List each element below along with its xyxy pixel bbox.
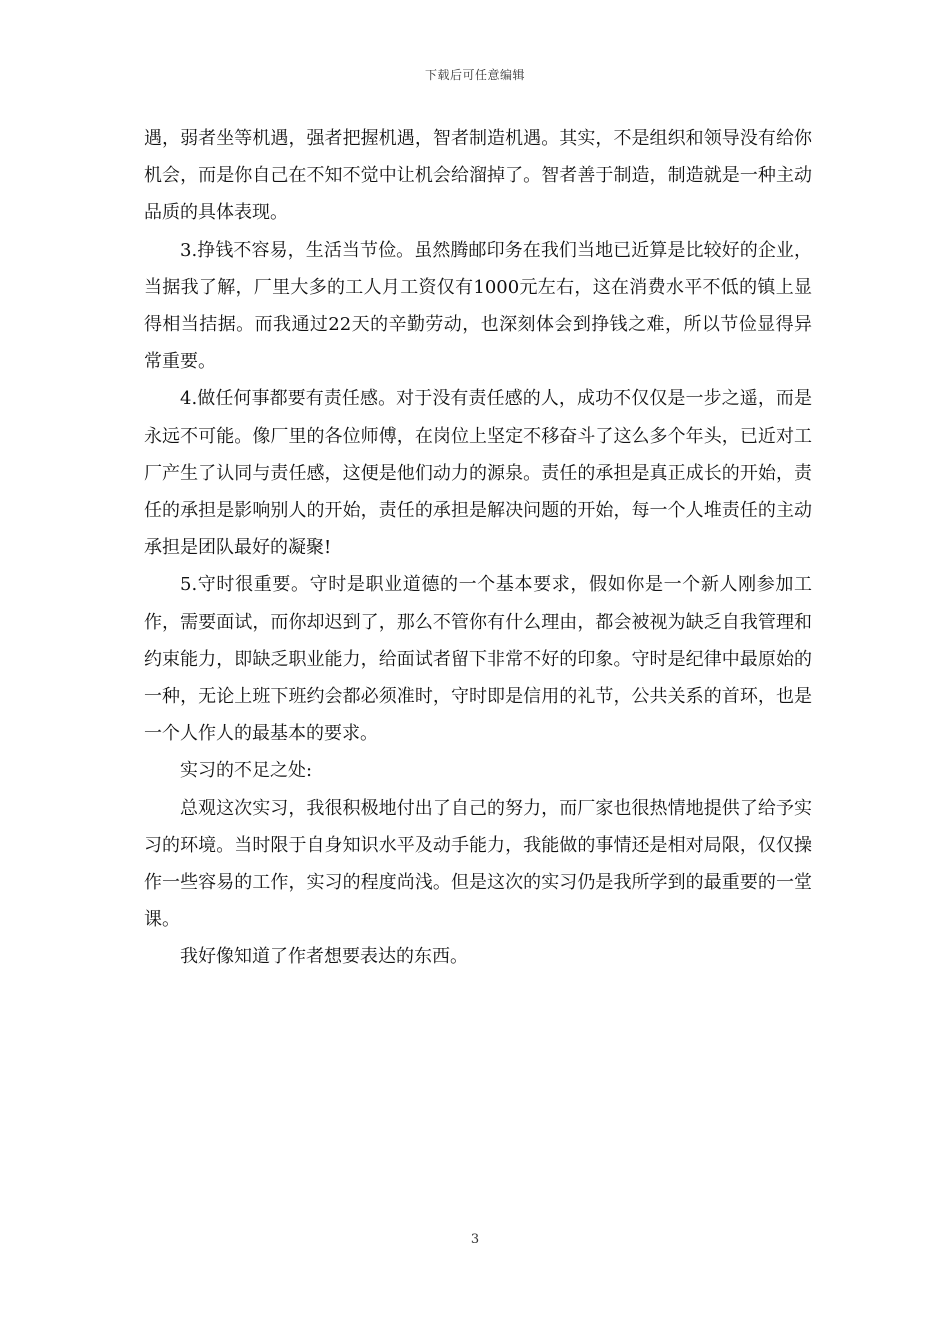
paragraph-point-3: 3.挣钱不容易，生活当节俭。虽然腾邮印务在我们当地已近算是比较好的企业，当据我了解，厂里大多的工人月工资仅有1000元左右，这在消费水平不低的镇上显得相当拮据。而我通过22天的辛勤劳动，也深刻体会到挣钱之难，所以节俭显得异常重要。 [144,239,812,373]
page-header: 下载后可任意编辑 [424,68,525,82]
paragraph-point-5: 5.守时很重要。守时是职业道德的一个基本要求，假如你是一个新人刚参加工作，需要面试，而你却迟到了，那么不管你有什么理由，都会被视为缺乏自我管理和约束能力，即缺乏职业能力，给面试者留下非常不好的印象。守时是纪律中最原始的一种，无论上班下班约会都必须准时，守时即是信用的礼节，公共关系的首环，也是一个人作人的最基本的要求。 [144,574,812,745]
paragraph-closing: 我好像知道了作者想要表达的东西。 [180,946,468,968]
section-heading-shortcomings: 实习的不足之处: [180,760,313,782]
page-number: 3 [470,1232,480,1247]
paragraph-continuation: 遇，弱者坐等机遇，强者把握机遇，智者制造机遇。其实，不是组织和领导没有给你机会，而是你自己在不知不觉中让机会给溜掉了。智者善于制造，制造就是一种主动品质的具体表现。 [144,128,812,224]
paragraph-summary: 总观这次实习，我很积极地付出了自己的努力，而厂家也很热情地提供了给予实习的环境。当时限于自身知识水平及动手能力，我能做的事情还是相对局限，仅仅操作一些容易的工作，实习的程度尚浅。但是这次的实习仍是我所学到的最重要的一堂课。 [144,797,812,931]
paragraph-point-4: 4.做任何事都要有责任感。对于没有责任感的人，成功不仅仅是一步之遥，而是永远不可能。像厂里的各位师傅，在岗位上坚定不移奋斗了这么多个年头，已近对工厂产生了认同与责任感，这便是他们动力的源泉。责任的承担是真正成长的开始，责任的承担是影响别人的开始，责任的承担是解决问题的开始，每一个人堆责任的主动承担是团队最好的凝聚! [144,388,812,559]
document-body [144,120,812,976]
